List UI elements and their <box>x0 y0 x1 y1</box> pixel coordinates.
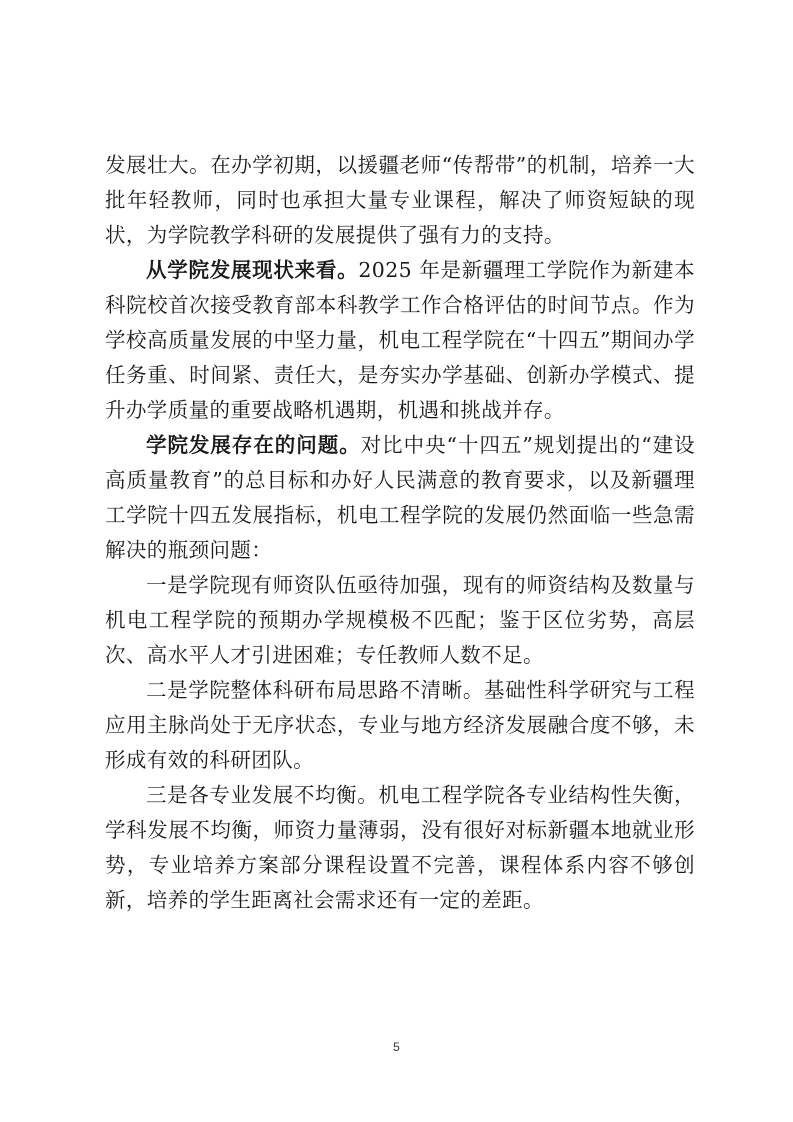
paragraph-continuation <box>105 148 695 253</box>
paragraph-text: 二是学院整体科研布局思路不清晰。基础性科学研究与工程应用主脉尚处于无序状态，专业与地方经济发展融合度不够，未形成有效的科研团队。 <box>105 678 695 772</box>
paragraph-problem-one <box>105 568 695 673</box>
document-body <box>105 148 695 918</box>
paragraph-text: 对比中央“十四五”规划提出的“建设高质量教育”的总目标和办好人民满意的教育要求，以及新疆理工学院十四五发展指标，机电工程学院的发展仍然面临一些急需解决的瓶颈问题： <box>105 433 696 562</box>
page-number: 5 <box>393 1040 400 1054</box>
paragraph-existing-problems <box>105 428 695 568</box>
paragraph-problem-two <box>105 673 695 778</box>
paragraph-text: 三是各专业发展不均衡。机电工程学院各专业结构性失衡，学科发展不均衡，师资力量薄弱，没有很好对标新疆本地就业形势，专业培养方案部分课程设置不完善，课程体系内容不够创新，培养的学生距离社会需求还有一定的差距。 <box>105 783 695 912</box>
paragraph-problem-three <box>105 778 695 918</box>
paragraph-text: 一是学院现有师资队伍亟待加强，现有的师资结构及数量与机电工程学院的预期办学规模极不匹配；鉴于区位劣势，高层次、高水平人才引进困难；专任教师人数不足。 <box>105 573 695 667</box>
paragraph-heading: 从学院发展现状来看。 <box>146 258 359 282</box>
paragraph-heading: 学院发展存在的问题。 <box>146 433 361 457</box>
paragraph-text: 2025 年是新疆理工学院作为新建本科院校首次接受教育部本科教学工作合格评估的时间节点。作为学校高质量发展的中坚力量，机电工程学院在“十四五”期间办学任务重、时间紧、责任大，是夯实办学基础、创新办学模式、提升办学质量的重要战略机遇期，机遇和挑战并存。 <box>105 258 695 422</box>
paragraph-development-status <box>105 253 695 428</box>
paragraph-text: 发展壮大。在办学初期，以援疆老师“传帮带”的机制，培养一大批年轻教师，同时也承担大量专业课程，解决了师资短缺的现状，为学院教学科研的发展提供了强有力的支持。 <box>105 153 695 247</box>
